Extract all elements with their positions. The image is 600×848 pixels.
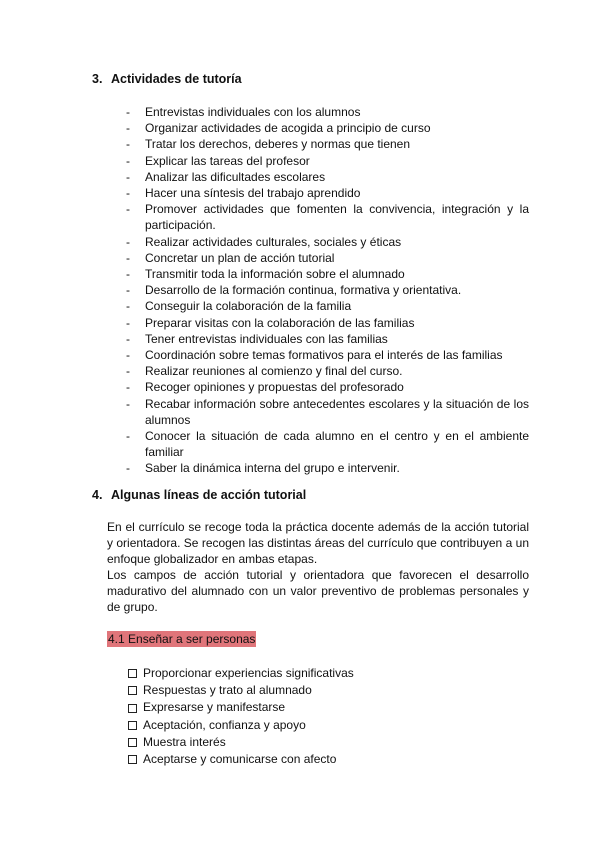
- list-item-text: Analizar las dificultades escolares: [145, 169, 326, 184]
- checkbox-square-icon: [128, 721, 137, 730]
- dash-bullet: -: [126, 137, 130, 152]
- dash-bullet: -: [126, 299, 130, 314]
- dash-bullet: -: [126, 380, 130, 395]
- list-item-text: Explicar las tareas del profesor: [145, 153, 310, 168]
- dash-bullet: -: [126, 234, 130, 249]
- list-item: [126, 120, 529, 136]
- section-4-paragraph-1: En el currículo se recoge toda la práctica docente además de la acción tutorial y orientadora. Se recogen las distintas áreas del currículo que contribuyen a un enfoque globalizador en ambas etapas.: [107, 520, 529, 567]
- list-item-text: Realizar reuniones al comienzo y final del curso.: [145, 364, 403, 379]
- section-4-heading: [92, 488, 306, 502]
- list-item-text: Preparar visitas con la colaboración de las familias: [145, 315, 415, 330]
- activities-list: [126, 104, 529, 477]
- checklist-item-text: Muestra interés: [143, 734, 226, 749]
- list-item: [126, 363, 529, 379]
- dash-bullet: -: [126, 461, 130, 476]
- dash-bullet: -: [126, 105, 130, 119]
- list-item-text: Recoger opiniones y propuestas del profesorado: [145, 380, 404, 395]
- dash-bullet: -: [126, 315, 130, 330]
- list-item: [126, 266, 529, 282]
- checklist-item: [128, 717, 354, 734]
- list-item: [126, 234, 529, 250]
- section-4-number: 4.: [92, 488, 103, 502]
- checklist-item: [128, 682, 354, 699]
- checkbox-square-icon: [128, 704, 137, 713]
- dash-bullet: -: [126, 169, 130, 184]
- section-3-heading: [92, 72, 242, 86]
- checkbox-square-icon: [128, 755, 137, 764]
- checklist-item: [128, 751, 354, 768]
- list-item: [126, 169, 529, 185]
- dash-bullet: -: [126, 348, 130, 363]
- list-item: [126, 331, 529, 347]
- dash-bullet: -: [126, 364, 130, 379]
- dash-bullet: -: [126, 429, 130, 444]
- dash-bullet: -: [126, 396, 130, 411]
- list-item: [126, 298, 529, 314]
- checklist-item-text: Proporcionar experiencias significativas: [143, 666, 354, 680]
- list-item-text: Organizar actividades de acogida a principio de curso: [145, 121, 431, 136]
- subsection-4-1-title: 4.1 Enseñar a ser personas: [108, 632, 256, 646]
- list-item-text: Tratar los derechos, deberes y normas que tienen: [145, 137, 411, 152]
- list-item: [126, 185, 529, 201]
- dash-bullet: -: [126, 202, 130, 217]
- checklist-item-text: Expresarse y manifestarse: [143, 700, 286, 715]
- list-item-text: Conocer la situación de cada alumno en el centro y en el ambiente familiar: [145, 429, 529, 460]
- list-item: [126, 104, 529, 120]
- list-item-text: Saber la dinámica interna del grupo e intervenir.: [145, 461, 400, 476]
- checkbox-square-icon: [128, 738, 137, 747]
- list-item-text: Hacer una síntesis del trabajo aprendido: [145, 186, 361, 201]
- checklist-item-text: Aceptarse y comunicarse con afecto: [143, 752, 337, 767]
- list-item: [126, 347, 529, 363]
- list-item-text: Promover actividades que fomenten la convivencia, integración y la participación.: [145, 202, 529, 233]
- checklist-item: [128, 699, 354, 716]
- dash-bullet: -: [126, 331, 130, 346]
- list-item-text: Desarrollo de la formación continua, formativa y orientativa.: [145, 283, 462, 298]
- dash-bullet: -: [126, 250, 130, 265]
- list-item-text: Realizar actividades culturales, sociales y éticas: [145, 234, 402, 249]
- list-item-text: Coordinación sobre temas formativos para el interés de las familias: [145, 348, 503, 363]
- dash-bullet: -: [126, 121, 130, 136]
- dash-bullet: -: [126, 267, 130, 282]
- list-item-text: Transmitir toda la información sobre el alumnado: [145, 267, 405, 282]
- checklist-item-text: Aceptación, confianza y apoyo: [143, 717, 306, 732]
- section-4-paragraph-2: Los campos de acción tutorial y orientadora que favorecen el desarrollo madurativo del alumnado con un valor preventivo de problemas personales y de grupo.: [107, 568, 529, 615]
- list-item: [126, 282, 529, 298]
- section-3-title: Actividades de tutoría: [111, 72, 242, 86]
- list-item: [126, 379, 529, 395]
- list-item: [126, 136, 529, 152]
- list-item-text: Entrevistas individuales con los alumnos: [145, 105, 361, 119]
- section-3-number: 3.: [92, 72, 103, 86]
- list-item: [126, 201, 529, 233]
- checklist-item: [128, 734, 354, 751]
- checklist-item: [128, 665, 354, 682]
- checklist-item-text: Respuestas y trato al alumnado: [143, 683, 312, 698]
- list-item-text: Concretar un plan de acción tutorial: [145, 250, 335, 265]
- checkbox-square-icon: [128, 686, 137, 695]
- list-item: [126, 396, 529, 428]
- list-item-text: Conseguir la colaboración de la familia: [145, 299, 352, 314]
- checkbox-square-icon: [128, 669, 137, 678]
- list-item: [126, 153, 529, 169]
- dash-bullet: -: [126, 153, 130, 168]
- dash-bullet: -: [126, 186, 130, 201]
- list-item-text: Recabar información sobre antecedentes escolares y la situación de los alumnos: [145, 396, 529, 427]
- list-item: [126, 315, 529, 331]
- list-item: [126, 460, 529, 476]
- list-item: [126, 428, 529, 460]
- section-4-title: Algunas líneas de acción tutorial: [111, 488, 307, 502]
- list-item-text: Tener entrevistas individuales con las familias: [145, 331, 388, 346]
- dash-bullet: -: [126, 283, 130, 298]
- checklist: [128, 665, 354, 768]
- list-item: [126, 250, 529, 266]
